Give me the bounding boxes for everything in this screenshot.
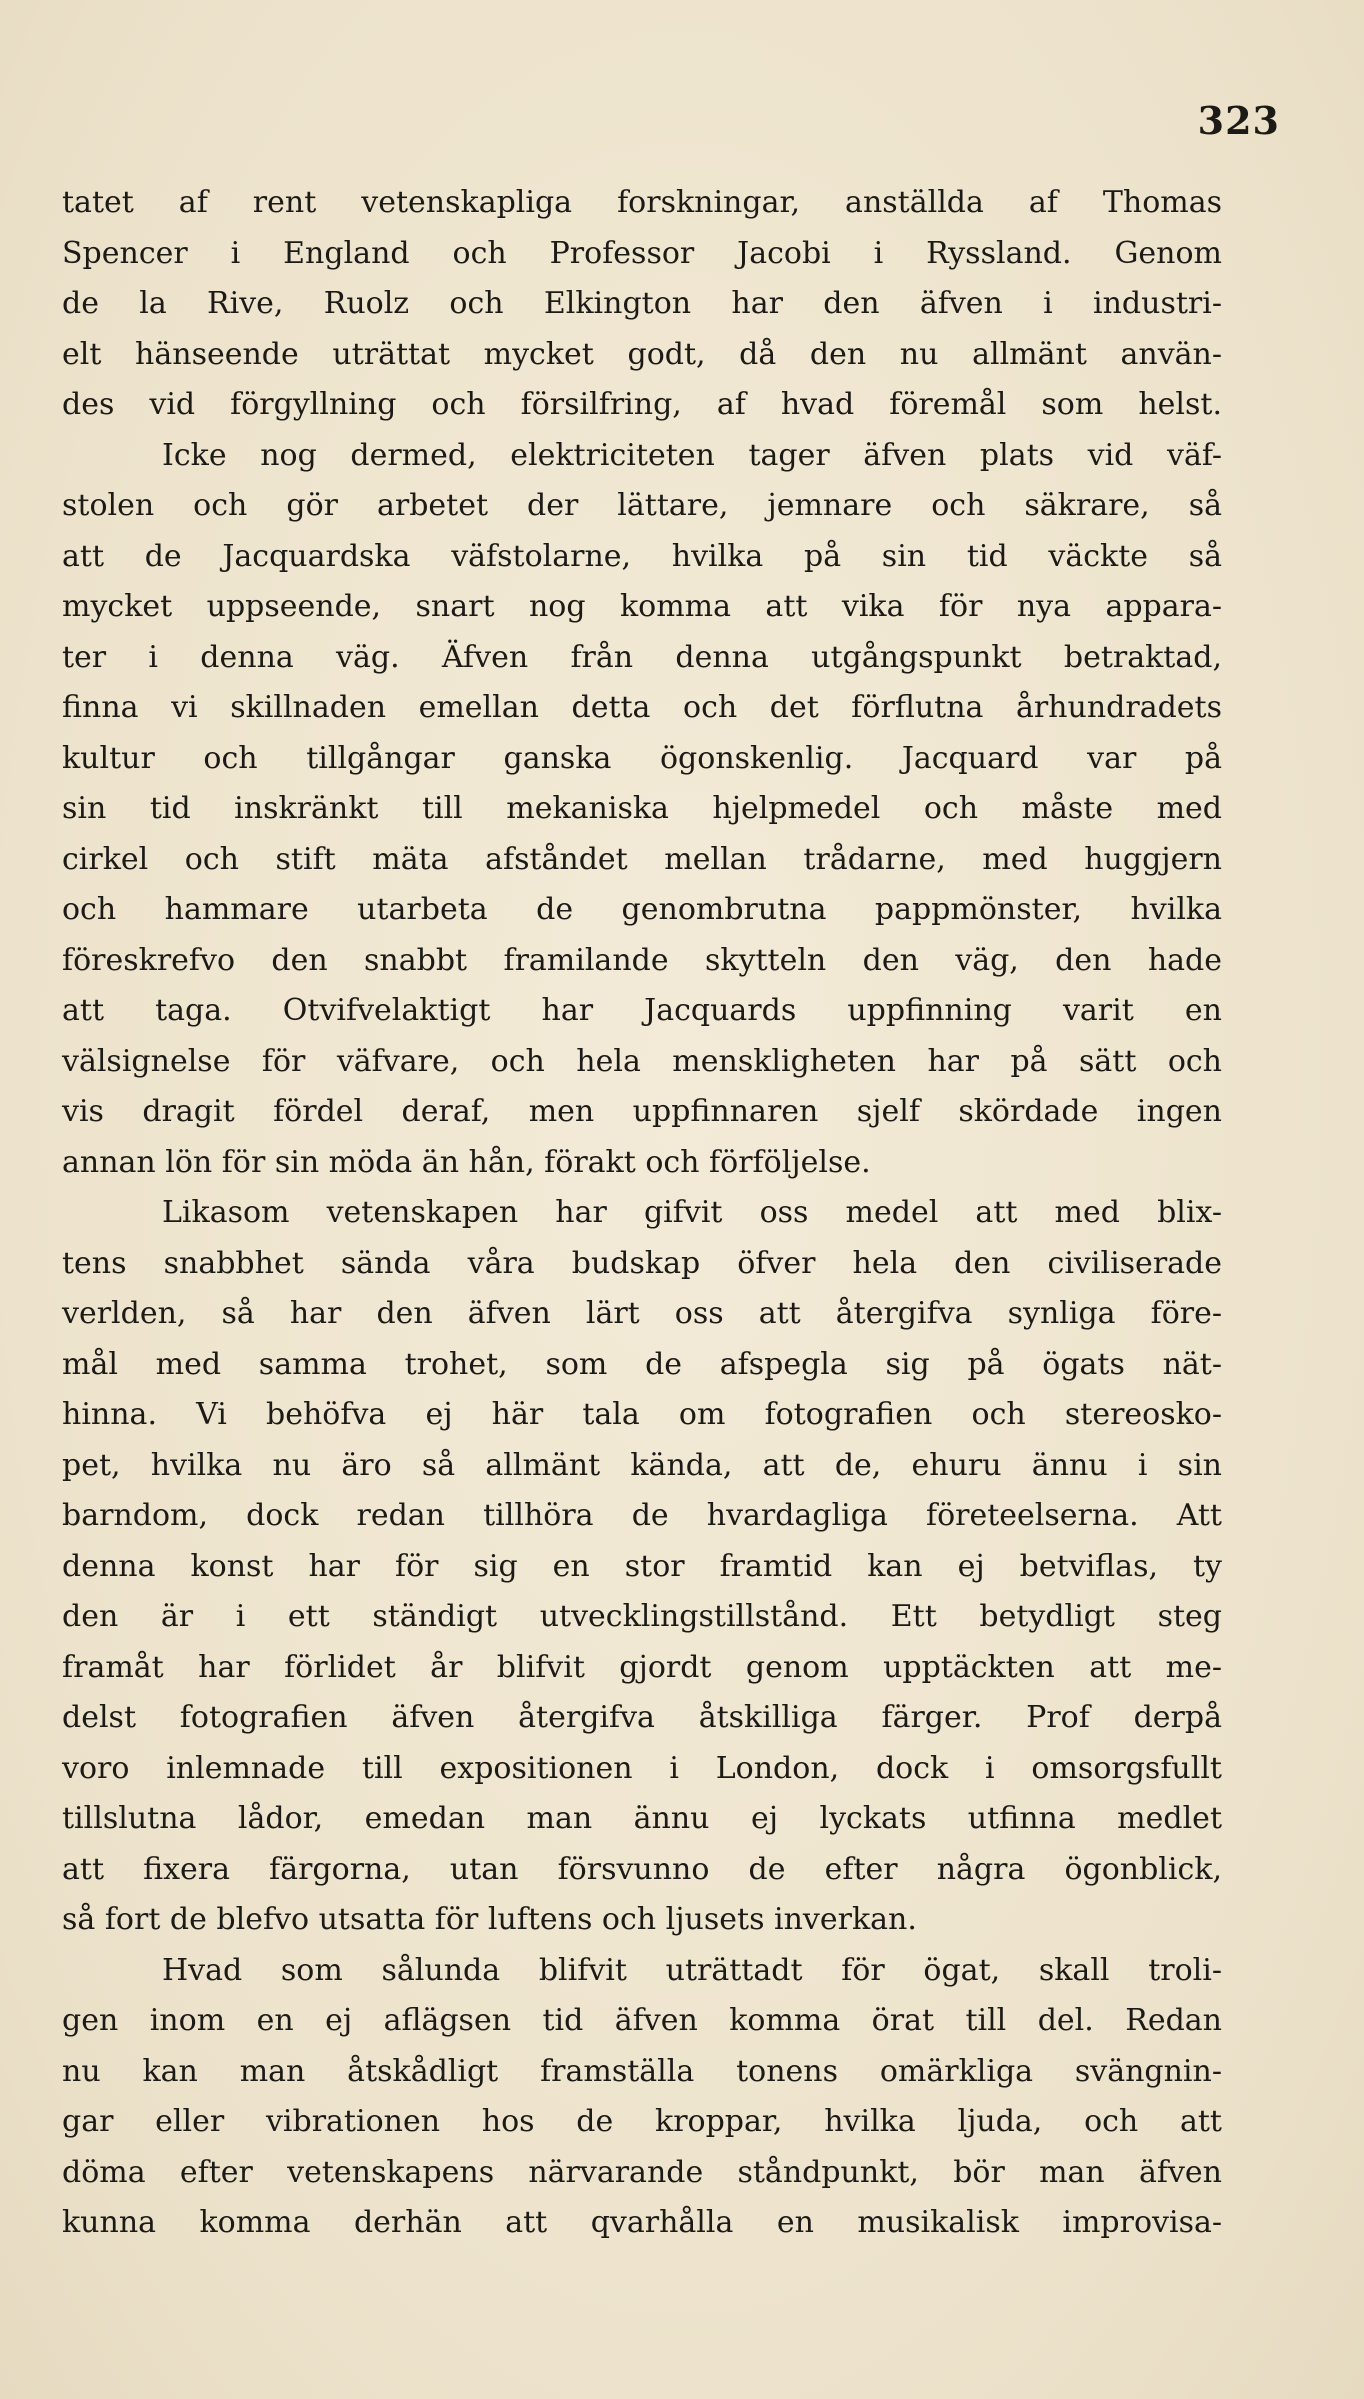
text-line: delst fotografien äfven återgifva åtskilliga färger. Prof derpå — [62, 1700, 1222, 1735]
text-line: des vid förgyllning och försilfring, af hvad föremål som helst. — [62, 387, 1222, 422]
text-line: gen inom en ej aflägsen tid äfven komma örat till del. Redan — [62, 2003, 1222, 2038]
text-line: Likasom vetenskapen har gifvit oss medel att med blix- — [162, 1195, 1222, 1230]
text-line: kunna komma derhän att qvarhålla en musikalisk improvisa- — [62, 2205, 1222, 2240]
text-line: så fort de blefvo utsatta för luftens och ljusets inverkan. — [62, 1902, 917, 1937]
text-line: annan lön för sin möda än hån, förakt och förföljelse. — [62, 1144, 871, 1180]
text-line: tillslutna lådor, emedan man ännu ej lyckats utfinna medlet — [62, 1801, 1222, 1836]
text-line: tatet af rent vetenskapliga forskningar, anställda af Thomas — [62, 185, 1222, 220]
text-line: vis dragit fördel deraf, men uppfinnaren sjelf skördade ingen — [62, 1094, 1222, 1129]
text-line: nu kan man åtskådligt framställa tonens omärkliga svängnin- — [62, 2053, 1222, 2089]
text-line: verlden, så har den äfven lärt oss att återgifva synliga före- — [62, 1296, 1222, 1331]
text-line: denna konst har för sig en stor framtid kan ej betviflas, ty — [62, 1548, 1222, 1584]
text-line: Icke nog dermed, elektriciteten tager äfven plats vid väf- — [162, 437, 1222, 473]
text-line: att de Jacquardska väfstolarne, hvilka på sin tid väckte så — [62, 538, 1222, 574]
text-line: döma efter vetenskapens närvarande ståndpunkt, bör man äfven — [62, 2154, 1222, 2190]
text-line: voro inlemnade till expositionen i London, dock i omsorgsfullt — [62, 1750, 1222, 1786]
text-line: de la Rive, Ruolz och Elkington har den äfven i industri- — [62, 286, 1222, 321]
text-line: tens snabbhet sända våra budskap öfver hela den civiliserade — [62, 1245, 1222, 1281]
text-line: finna vi skillnaden emellan detta och det förflutna århundradets — [62, 690, 1222, 725]
text-line: välsignelse för väfvare, och hela menskligheten har på sätt och — [62, 1043, 1222, 1079]
text-line: barndom, dock redan tillhöra de hvardagliga företeelserna. Att — [62, 1498, 1222, 1533]
text-line: hinna. Vi behöfva ej här tala om fotografien och stereosko- — [62, 1397, 1222, 1432]
text-line: mycket uppseende, snart nog komma att vika för nya appara- — [62, 589, 1222, 624]
text-line: stolen och gör arbetet der lättare, jemnare och säkrare, så — [62, 488, 1222, 523]
text-line: cirkel och stift mäta afståndet mellan trådarne, med huggjern — [62, 841, 1222, 877]
text-line: och hammare utarbeta de genombrutna pappmönster, hvilka — [62, 892, 1222, 927]
text-line: pet, hvilka nu äro så allmänt kända, att de, ehuru ännu i sin — [62, 1447, 1222, 1483]
text-line: ter i denna väg. Äfven från denna utgångspunkt betraktad, — [62, 639, 1222, 675]
text-line: kultur och tillgångar ganska ögonskenlig. Jacquard var på — [62, 740, 1222, 776]
body-text — [62, 178, 1222, 2249]
text-line: Spencer i England och Professor Jacobi i Ryssland. Genom — [62, 235, 1222, 271]
text-line: gar eller vibrationen hos de kroppar, hvilka ljuda, och att — [62, 2104, 1222, 2139]
text-line: att taga. Otvifvelaktigt har Jacquards uppfinning varit en — [62, 993, 1222, 1028]
text-line: framåt har förlidet år blifvit gjordt genom upptäckten att me- — [62, 1649, 1222, 1685]
text-line: elt hänseende uträttat mycket godt, då den nu allmänt använ- — [62, 336, 1222, 372]
text-line: mål med samma trohet, som de afspegla sig på ögats nät- — [62, 1346, 1222, 1382]
text-line: Hvad som sålunda blifvit uträttadt för ögat, skall troli- — [162, 1952, 1222, 1988]
text-line: att fixera färgorna, utan försvunno de efter några ögonblick, — [62, 1851, 1222, 1887]
text-line: den är i ett ständigt utvecklingstillstånd. Ett betydligt steg — [62, 1599, 1222, 1634]
text-line: föreskrefvo den snabbt framilande skytteln den väg, den hade — [62, 942, 1222, 978]
page-number: 323 — [1197, 98, 1280, 143]
text-line: sin tid inskränkt till mekaniska hjelpmedel och måste med — [62, 791, 1222, 826]
